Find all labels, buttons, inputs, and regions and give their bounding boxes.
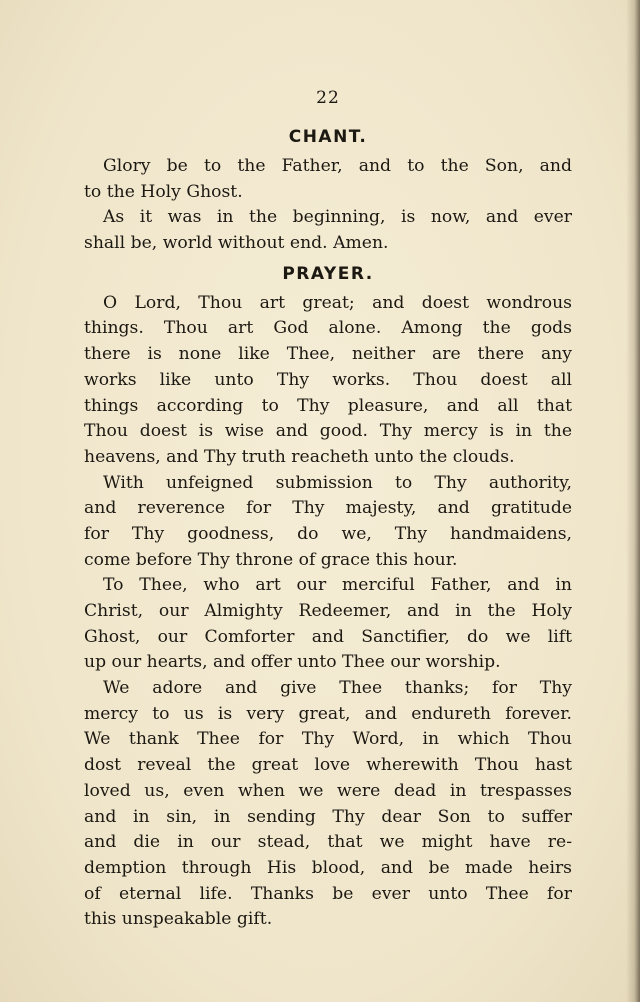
prayer-paragraph (84, 471, 572, 574)
page-number: 22 (316, 88, 340, 108)
text-line: to the Holy Ghost. (84, 181, 243, 202)
text-line: demption through His blood, and be made heirs (84, 857, 572, 878)
text-line: Christ, our Almighty Redeemer, and in the Holy (84, 601, 572, 621)
prayer-heading: PRAYER. (282, 263, 374, 284)
prayer-paragraph (84, 573, 572, 676)
text-line: of eternal life. Thanks be ever unto Thee for (84, 883, 572, 904)
text-line: mercy to us is very great, and endureth forever. (84, 703, 572, 724)
text-line: works like unto Thy works. Thou doest all (84, 369, 572, 390)
text-line: As it was in the beginning, is now, and ever (103, 207, 572, 228)
text-line: Glory be to the Father, and to the Son, and (103, 156, 572, 176)
prayer-paragraph (84, 291, 572, 471)
text-line: dost reveal the great love wherewith Thou hast (84, 755, 572, 776)
text-line: shall be, world without end. Amen. (84, 233, 389, 254)
text-line: O Lord, Thou art great; and doest wondrous (103, 292, 572, 313)
text-line: and reverence for Thy majesty, and gratitude (84, 498, 572, 519)
text-line: Ghost, our Comforter and Sanctifier, do we lift (84, 626, 572, 647)
text-line: loved us, even when we were dead in trespasses (84, 780, 572, 801)
page-content (84, 84, 572, 933)
text-line: To Thee, who art our merciful Father, and in (103, 575, 572, 596)
text-line: for Thy goodness, do we, Thy handmaidens, (84, 523, 572, 544)
text-line: and die in our stead, that we might have re- (84, 832, 572, 853)
text-line: heavens, and Thy truth reacheth unto the clouds. (84, 446, 515, 467)
prayer-paragraph (84, 676, 572, 933)
text-line: Thou doest is wise and good. Thy mercy is in the (84, 421, 572, 442)
text-line: there is none like Thee, neither are there any (84, 344, 572, 365)
chant-paragraph (84, 205, 572, 256)
chant-paragraph (84, 154, 572, 205)
text-line: and in sin, in sending Thy dear Son to suffer (84, 806, 572, 827)
page-edge-shadow (626, 0, 640, 1002)
text-line: things. Thou art God alone. Among the gods (84, 318, 572, 339)
text-line: this unspeakable gift. (84, 909, 273, 930)
text-line: come before Thy throne of grace this hour. (84, 549, 458, 570)
text-line: With unfeigned submission to Thy authority, (103, 472, 572, 493)
text-line: up our hearts, and offer unto Thee our worship. (84, 652, 501, 673)
text-line: We adore and give Thee thanks; for Thy (103, 678, 572, 699)
text-line: things according to Thy pleasure, and all that (84, 395, 572, 416)
chant-heading: CHANT. (288, 127, 368, 147)
text-line: We thank Thee for Thy Word, in which Thou (84, 729, 572, 750)
